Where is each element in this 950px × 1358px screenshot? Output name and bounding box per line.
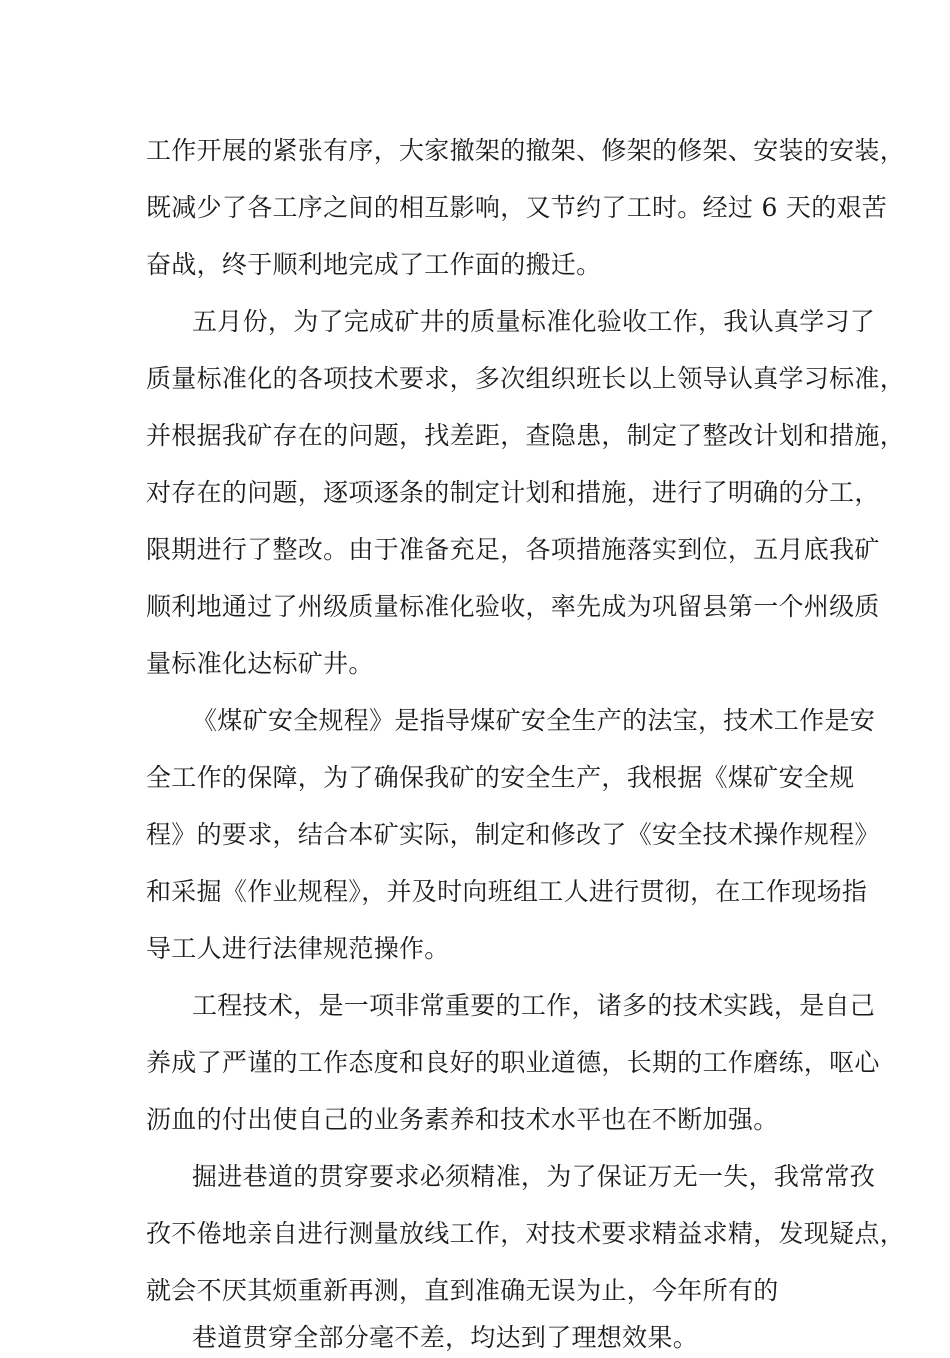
text-line: 养成了严谨的工作态度和良好的职业道德，长期的工作磨练，呕心 — [146, 1048, 880, 1077]
text-line: 奋战，终于顺利地完成了工作面的搬迁。 — [146, 250, 602, 279]
text-line: 导工人进行法律规范操作。 — [146, 934, 450, 963]
text-line: 对存在的问题，逐项逐条的制定计划和措施，进行了明确的分工， — [146, 478, 880, 507]
text-line: 巷道贯穿全部分毫不差，均达到了理想效果。 — [192, 1323, 699, 1352]
text-line: 限期进行了整改。由于准备充足，各项措施落实到位，五月底我矿 — [146, 535, 880, 564]
text-line: 五月份，为了完成矿井的质量标准化验收工作，我认真学习了 — [192, 307, 876, 336]
text-line: 质量标准化的各项技术要求，多次组织班长以上领导认真学习标准， — [146, 364, 906, 393]
text-line: 孜不倦地亲自进行测量放线工作，对技术要求精益求精，发现疑点， — [146, 1219, 906, 1248]
text-line: 就会不厌其烦重新再测，直到准确无误为止，今年所有的 — [146, 1276, 779, 1305]
text-line: 和采掘《作业规程》，并及时向班组工人进行贯彻，在工作现场指 — [146, 877, 868, 906]
text-line: 掘进巷道的贯穿要求必须精准，为了保证万无一失，我常常孜 — [192, 1162, 876, 1191]
text-line: 全工作的保障，为了确保我矿的安全生产，我根据《煤矿安全规 — [146, 763, 855, 792]
text-line: 顺利地通过了州级质量标准化验收，率先成为巩留县第一个州级质 — [146, 592, 880, 621]
text-line: 《煤矿安全规程》是指导煤矿安全生产的法宝，技术工作是安 — [192, 706, 876, 735]
text-line: 沥血的付出使自己的业务素养和技术水平也在不断加强。 — [146, 1105, 779, 1134]
text-line: 既减少了各工序之间的相互影响，又节约了工时。经过 6 天的艰苦 — [146, 193, 888, 222]
text-line: 工程技术，是一项非常重要的工作，诸多的技术实践，是自己 — [192, 991, 876, 1020]
text-line: 并根据我矿存在的问题，找差距，查隐患，制定了整改计划和措施， — [146, 421, 906, 450]
text-line: 程》的要求，结合本矿实际，制定和修改了《安全技术操作规程》 — [146, 820, 880, 849]
text-line: 量标准化达标矿井。 — [146, 649, 374, 678]
text-line: 工作开展的紧张有序，大家撤架的撤架、修架的修架、安装的安装， — [146, 136, 906, 165]
